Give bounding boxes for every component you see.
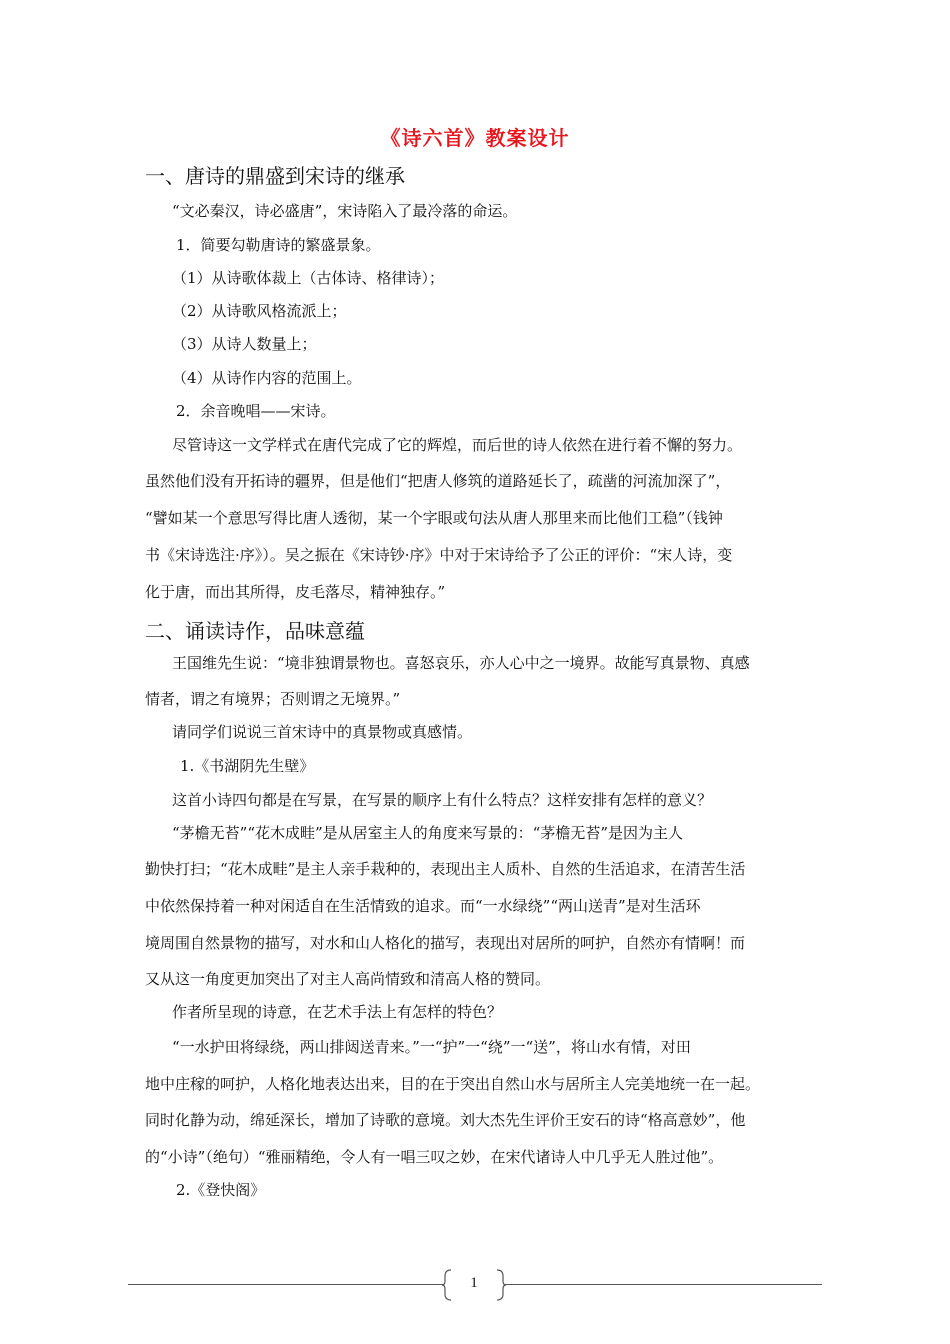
page-number: 1	[470, 1275, 478, 1291]
quote-line: 王国维先生说：“境非独谓景物也。喜怒哀乐，亦人心中之一境界。故能写真景物、真感	[172, 654, 750, 672]
footer-rule-left	[128, 1284, 444, 1285]
section-2-heading: 二、诵读诗作，品味意蕴	[145, 619, 365, 643]
discussion-prompt: 请同学们说说三首宋诗中的真景物或真感情。	[172, 723, 473, 741]
section-1-paragraph-line: 化于唐，而出其所得，皮毛落尽，精神独存。”	[145, 583, 446, 601]
section-1-heading: 一、唐诗的鼎盛到宋诗的继承	[145, 164, 405, 188]
answer-2-line: 同时化静为动，绵延深长，增加了诗歌的意境。刘大杰先生评价王安石的诗“格高意妙”，他	[145, 1111, 746, 1129]
answer-1-line: 勤快打扫；“花木成畦”是主人亲手栽种的，表现出主人质朴、自然的生活追求，在清苦生活	[145, 860, 746, 878]
sub-point-3: （3）从诗人数量上；	[172, 335, 317, 353]
answer-1-line: 中依然保持着一种对闲适自在生活情致的追求。而“一水绿绕”“两山送青”是对生活环	[145, 897, 701, 915]
poem-1-title: 1.《书湖阴先生壁》	[180, 757, 315, 775]
point-1: 1．简要勾勒唐诗的繁盛景象。	[176, 236, 381, 254]
sub-point-4: （4）从诗作内容的范围上。	[172, 369, 362, 387]
answer-1-line: 境周围自然景物的描写，对水和山人格化的描写，表现出对居所的呵护，自然亦有情啊！而	[145, 934, 746, 952]
answer-2-line: “一水护田将绿绕，两山排闼送青来。”一“护”一“绕”一“送”，将山水有情，对田	[172, 1038, 691, 1056]
answer-1-line: 又从这一角度更加突出了对主人高尚情致和清高人格的赞同。	[145, 970, 551, 988]
sub-point-1: （1）从诗歌体裁上（古体诗、格律诗）；	[172, 269, 445, 287]
section-1-intro: “文必秦汉，诗必盛唐”，宋诗陷入了最冷落的命运。	[172, 202, 518, 220]
section-1-paragraph-line: “譬如某一个意思写得比唐人透彻，某一个字眼或句法从唐人那里来而比他们工稳”（钱钟	[145, 509, 723, 527]
page-number-bracket	[441, 1268, 507, 1302]
footer-rule-right	[504, 1284, 822, 1285]
sub-point-2: （2）从诗歌风格流派上；	[172, 302, 347, 320]
answer-1-line: “茅檐无苔”“花木成畦”是从居室主人的角度来写景的：“茅檐无苔”是因为主人	[172, 824, 684, 842]
section-1-paragraph-line: 书《宋诗选注·序》）。吴之振在《宋诗钞·序》中对于宋诗给予了公正的评价：“宋人诗，变	[145, 546, 733, 564]
section-1-paragraph-line: 尽管诗这一文学样式在唐代完成了它的辉煌，而后世的诗人依然在进行着不懈的努力。	[172, 436, 743, 454]
question-2: 作者所呈现的诗意，在艺术手法上有怎样的特色？	[172, 1003, 503, 1021]
page-title: 《诗六首》教案设计	[380, 126, 570, 150]
answer-2-line: 地中庄稼的呵护，人格化地表达出来，目的在于突出自然山水与居所主人完美地统一在一起。	[145, 1075, 761, 1093]
section-1-paragraph-line: 虽然他们没有开拓诗的疆界，但是他们“把唐人修筑的道路延长了，疏凿的河流加深了”，	[145, 472, 731, 490]
quote-line: 情者，谓之有境界；否则谓之无境界。”	[145, 690, 401, 708]
answer-2-line: 的“小诗”（绝句）“雅丽精绝，令人有一唱三叹之妙，在宋代诸诗人中几乎无人胜过他”。	[145, 1148, 724, 1166]
question-1: 这首小诗四句都是在写景，在写景的顺序上有什么特点？这样安排有怎样的意义？	[172, 791, 713, 809]
point-2: 2．余音晚唱——宋诗。	[176, 402, 336, 420]
poem-2-title: 2.《登快阁》	[176, 1181, 266, 1199]
